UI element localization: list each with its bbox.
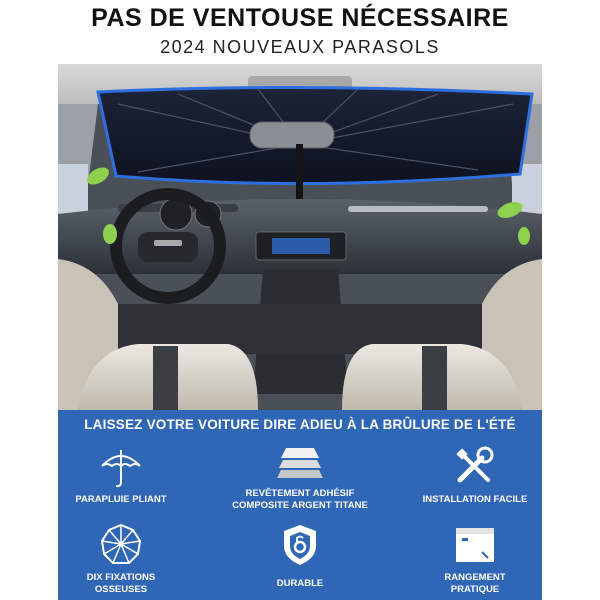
umbrella-top-icon — [98, 522, 144, 568]
feature-storage — [400, 522, 550, 596]
feature-label — [46, 572, 196, 596]
headline-subtitle: 2024 NOUVEAUX PARASOLS — [160, 37, 440, 57]
feature-folding-umbrella — [46, 444, 196, 506]
car-interior-illustration — [58, 64, 542, 410]
feature-label — [400, 572, 550, 596]
feature-label-line: RANGEMENT — [444, 572, 506, 583]
feature-label: PARAPLUIE PLIANT — [75, 494, 167, 505]
feature-ten-ribs — [46, 522, 196, 596]
feature-label-line: REVÊTEMENT ADHÉSIF — [245, 488, 355, 499]
feature-label: INSTALLATION FACILE — [422, 494, 528, 505]
panel-title: LAISSEZ VOTRE VOITURE DIRE ADIEU À LA BRÛLURE DE L'ÉTÉ — [84, 417, 516, 432]
leaf-decoration — [518, 227, 530, 245]
storage-box-icon — [452, 522, 498, 568]
features-panel — [58, 410, 542, 600]
layers-icon — [277, 444, 323, 484]
leaf-decoration — [103, 224, 117, 244]
feature-label: DURABLE — [276, 578, 324, 589]
feature-adhesive-coating — [225, 444, 375, 512]
feature-label-line: DIX FIXATIONS — [86, 572, 156, 583]
headline-title: PAS DE VENTOUSE NÉCESSAIRE — [91, 4, 509, 32]
shield-icon — [277, 522, 323, 568]
umbrella-icon — [98, 444, 144, 490]
feature-easy-install — [400, 444, 550, 506]
feature-durable — [225, 522, 375, 590]
feature-label — [225, 488, 375, 512]
feature-label-line: COMPOSITE ARGENT TITANE — [232, 500, 368, 511]
feature-label-line: PRATIQUE — [450, 584, 500, 595]
tools-icon — [452, 444, 498, 490]
product-photo — [58, 64, 542, 410]
rearview-mirror — [250, 122, 334, 148]
feature-label-line: OSSEUSES — [94, 584, 148, 595]
